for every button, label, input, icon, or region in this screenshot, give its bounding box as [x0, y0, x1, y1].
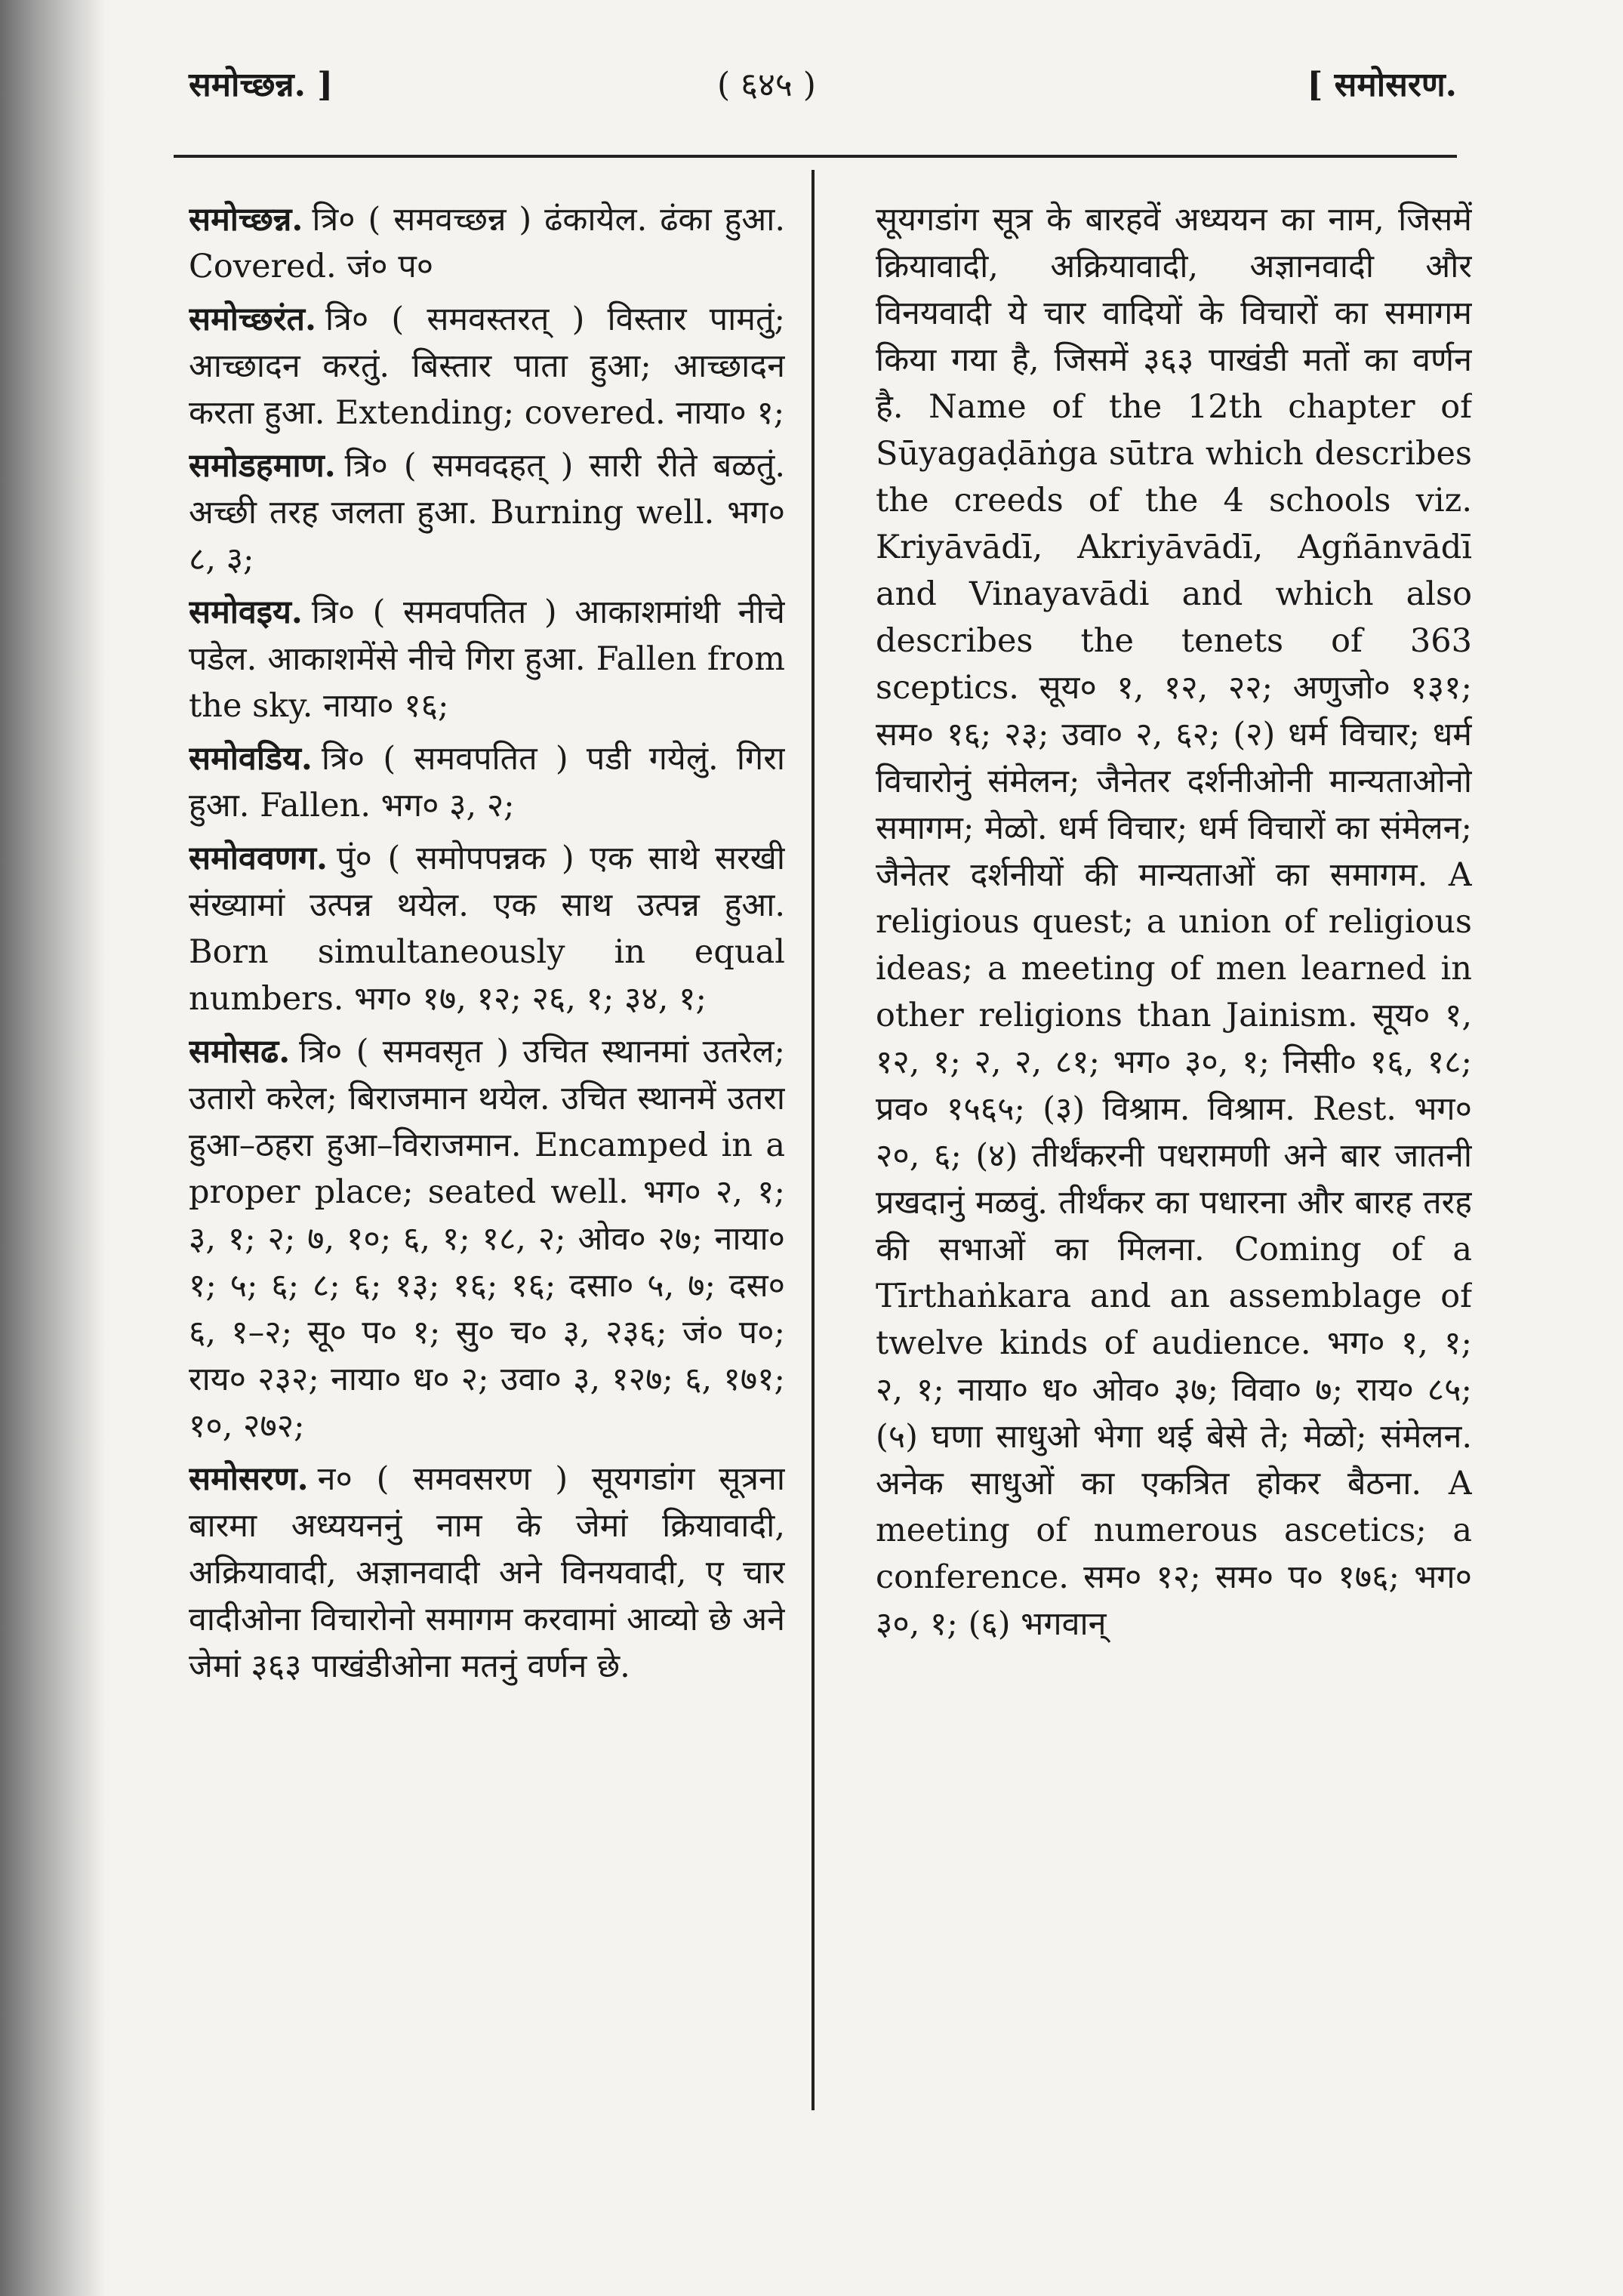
entry-text: त्रि० ( समवसृत ) उचित स्थानमां उतरेल; उतारो करेल; बिराजमान थयेल. उचित स्थानमें उतरा हुआ–ठहरा हुआ–विराजमान. Encamped in a proper place; seated well. भग० २, १; ३, १; २; ७, १०; ६, १; १८, २; ओव० २७; नाया० १; ५; ६; ८; ६; १३; १६; १६; दसा० ५, ७; दस० ६, १–२; सू० प० १; सु० च० ३, २३६; जं० प०; राय० २३२; नाया० ध० २; उवा० ३, १२७; ६, १७१; १०, २७२;: [189, 1033, 785, 1445]
entry-headword: समोववणग.: [189, 840, 328, 877]
entry-text: त्रि० ( समवपतित ) पडी गयेलुं. गिरा हुआ. Fallen. भग० ३, २;: [189, 740, 785, 824]
page-number: ( ६४५ ): [717, 66, 816, 104]
dictionary-entry: [189, 735, 785, 829]
entry-continuation: सूयगडांग सूत्र के बारहवें अध्ययन का नाम, जिसमें क्रियावादी, अक्रियावादी, अज्ञानवादी और विनयवादी ये चार वादियों के विचारों का समागम किया गया है, जिसमें ३६३ पाखंडी मतों का वर्णन है. Name of the 12th chapter of Sūyagaḍāṅga sūtra which describes the creeds of the 4 schools viz. Kriyāvādī, Akriyāvādī, Agñānvādī and Vinayavādi and which also describes the tenets of 363 sceptics. सूय० १, १२, २२; अणुजो० १३१; सम० १६; २३; उवा० २, ६२; (२) धर्म विचार; धर्म विचारोनुं संमेलन; जैनेतर दर्शनीओनी मान्यताओनो समागम; मेळो. धर्म विचार; धर्म विचारों का संमेलन; जैनेतर दर्शनीयों की मान्यताओं का समागम. A religious quest; a union of religious ideas; a meeting of men learned in other religions than Jainism. सूय० १, १२, १; २, २, ८१; भग० ३०, १; निसी० १६, १८; प्रव० १५६५; (३) विश्राम. विश्राम. Rest. भग० २०, ६; (४) तीर्थंकरनी पधरामणी अने बार जातनी प्रखदानुं मळवुं. तीर्थंकर का पधारना और बारह तरह की सभाओं का मिलना. Coming of a Tīrthaṅkara and an assemblage of twelve kinds of audience. भग० १, १; २, १; नाया० ध० ओव० ३७; विवा० ७; राय० ८५; (५) घणा साधुओ भेगा थई बेसे ते; मेळो; संमेलन. अनेक साधुओं का एकत्रित होकर बैठना. A meeting of numerous ascetics; a conference. सम० १२; सम० प० १७६; भग० ३०, १; (६) भगवान्: [876, 201, 1472, 1643]
entry-text: त्रि० ( समवस्तरत् ) विस्तार पामतुं; आच्छादन करतुं. बिस्तार पाता हुआ; आच्छादन करता हुआ. Extending; covered. नाया० १;: [189, 300, 785, 432]
entry-headword: समोवडिय.: [189, 740, 313, 778]
entry-text: त्रि० ( समवदहत् ) सारी रीते बळतुं. अच्छी तरह जलता हुआ. Burning well. भग० ८, ३;: [189, 447, 785, 578]
entry-headword: समोवइय.: [189, 593, 303, 631]
dictionary-entry: [189, 442, 785, 583]
dictionary-entry: [189, 1456, 785, 1690]
dictionary-entry: [189, 196, 785, 290]
header-rule: [174, 155, 1457, 158]
scan-edge-shadow: [0, 0, 106, 2296]
page-header: [189, 60, 1457, 121]
entry-headword: समोच्छन्न.: [189, 201, 303, 239]
entry-text: पुं० ( समोपपन्नक ) एक साथे सरखी संख्यामां उत्पन्न थयेल. एक साथ उत्पन्न हुआ. Born simultaneously in equal numbers. भग० १७, १२; २६, १; ३४, १;: [189, 840, 785, 1018]
right-column: [876, 196, 1472, 2114]
dictionary-entry: [189, 296, 785, 436]
entry-text: न० ( समवसरण ) सूयगडांग सूत्रना बारमा अध्ययननुं नाम के जेमां क्रियावादी, अक्रियावादी, अज्ञानवादी अने विनयवादी, ए चार वादीओना विचारोनो समागम करवामां आव्यो छे अने जेमां ३६३ पाखंडीओना मतनुं वर्णन छे.: [189, 1460, 785, 1685]
dictionary-entry: [189, 589, 785, 729]
entry-text: त्रि० ( समवपतित ) आकाशमांथी नीचे पडेल. आकाशमेंसे नीचे गिरा हुआ. Fallen from the sky. नाया० १६;: [189, 593, 785, 725]
entry-headword: समोडहमाण.: [189, 447, 336, 485]
left-column: [189, 196, 785, 2114]
dictionary-entry: [189, 1028, 785, 1450]
entry-headword: समोसढ.: [189, 1033, 291, 1071]
header-right-guideword: [ समोसरण.: [1307, 66, 1457, 104]
entry-text: त्रि० ( समवच्छन्न ) ढंकायेल. ढंका हुआ. Covered. जं० प०: [189, 201, 785, 285]
dictionary-entry: [189, 835, 785, 1022]
header-left-guideword: समोच्छन्न. ]: [189, 66, 334, 104]
entry-headword: समोच्छरंत.: [189, 300, 316, 338]
entry-headword: समोसरण.: [189, 1460, 309, 1498]
column-divider: [812, 170, 815, 2110]
